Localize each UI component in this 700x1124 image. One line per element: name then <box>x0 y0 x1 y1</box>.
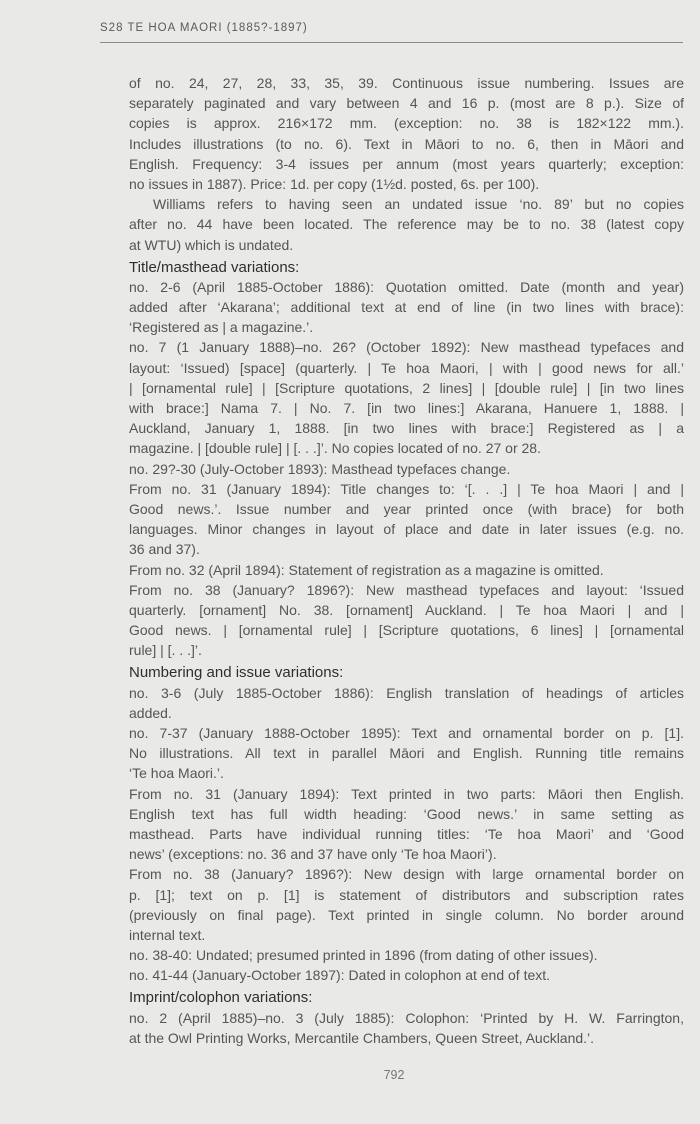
text-line: quarterly. [ornament] No. 38. [ornament] Auckland. | Te hoa Maori | and | <box>129 601 684 618</box>
paragraph <box>129 560 684 580</box>
paragraph <box>129 784 684 865</box>
text-line: no issues in 1887). Price: 1d. per copy (1½d. posted, 6s. per 100). <box>129 175 540 192</box>
paragraph <box>129 459 684 479</box>
text-line: Good news. | [ornamental rule] | [Scripture quotations, 6 lines] | [ornamental <box>129 622 684 639</box>
paragraph <box>129 723 684 784</box>
paragraph <box>129 683 684 723</box>
text-line: No illustrations. All text in parallel Māori and English. Running title remains <box>129 745 684 762</box>
text-line: at the Owl Printing Works, Mercantile Chambers, Queen Street, Auckland.’. <box>129 1029 595 1046</box>
text-line: added after ‘Akarana’; additional text at end of line (in two lines with brace): <box>129 299 684 316</box>
paragraph <box>129 1008 684 1048</box>
text-line: no. 38-40: Undated; presumed printed in 1896 (from dating of other issues). <box>129 947 598 964</box>
text-line: Includes illustrations (to no. 6). Text in Māori to no. 6, then in Māori and <box>129 135 684 152</box>
text-line: ‘Te hoa Maori.’. <box>129 765 224 782</box>
text-line: | [ornamental rule] | [Scripture quotations, 2 lines] | [double rule] | [in two lines <box>129 379 684 396</box>
page-number: 792 <box>383 1068 405 1082</box>
text-line: English. Frequency: 3-4 issues per annum (most years quarterly; exception: <box>129 155 684 172</box>
text-line: no. 41-44 (January-October 1897): Dated in colophon at end of text. <box>129 967 551 984</box>
text-line: languages. Minor changes in layout of place and date in later issues (e.g. no. <box>129 521 684 538</box>
text-line: added. <box>129 704 172 721</box>
text-line: English text has full width heading: ‘Good news.’ in same setting as <box>129 805 684 822</box>
paragraph <box>129 864 684 945</box>
text-line: layout: ‘Issued) [space] (quarterly. | Te hoa Maori, | with | good news for all.’ <box>129 359 684 376</box>
text-line: news’ (exceptions: no. 36 and 37 have only ‘Te hoa Maori’). <box>129 846 497 863</box>
paragraph <box>129 580 684 661</box>
running-head-text: S28 TE HOA MAORI (1885?-1897) <box>100 22 308 34</box>
text-line: From no. 38 (January? 1896?): New masthead typefaces and layout: ‘Issued <box>129 581 684 598</box>
paragraph <box>129 73 684 194</box>
text-line: From no. 31 (January 1894): Title changes to: ‘[. . .] | Te hoa Maori | and | <box>129 480 684 497</box>
text-line: copies is approx. 216×172 mm. (exception: no. 38 is 182×122 mm.). <box>129 115 684 132</box>
text-line: no. 7-37 (January 1888-October 1895): Text and ornamental border on p. [1]. <box>129 725 684 741</box>
running-head <box>100 20 683 43</box>
paragraph <box>129 337 684 458</box>
document-body <box>129 73 684 1048</box>
text-line: magazine. | [double rule] | [. . .]’. No copies located of no. 27 or 28. <box>129 440 541 457</box>
section-heading: Title/masthead variations: <box>129 258 300 276</box>
paragraph <box>129 965 684 985</box>
section-heading: Imprint/colophon variations: <box>129 989 313 1007</box>
section-heading: Numbering and issue variations: <box>129 664 344 682</box>
text-line: ‘Registered as | a magazine.’. <box>129 319 314 336</box>
paragraph <box>129 194 684 255</box>
text-line: at WTU) which is undated. <box>129 236 294 253</box>
text-line: From no. 32 (April 1894): Statement of registration as a magazine is omitted. <box>129 561 604 578</box>
text-line: (previously on final page). Text printed in single column. No border around <box>129 906 684 923</box>
paragraph <box>129 479 684 560</box>
text-line: no. 2 (April 1885)–no. 3 (July 1885): Colophon: ‘Printed by H. W. Farrington, <box>129 1009 684 1026</box>
text-line: no. 29?-30 (July-October 1893): Masthead typefaces change. <box>129 460 511 477</box>
text-line: Williams refers to having seen an undated issue ‘no. 89’ but no copies <box>153 196 684 213</box>
text-line: no. 3-6 (July 1885-October 1886): English translation of headings of articles <box>129 684 684 701</box>
text-line: of no. 24, 27, 28, 33, 35, 39. Continuous issue numbering. Issues are <box>129 75 684 91</box>
text-line: with brace:] Nama 7. | No. 7. [in two lines:] Akarana, Hanuere 1, 1888. | <box>129 400 684 416</box>
paragraph <box>129 277 684 338</box>
text-line: internal text. <box>129 926 206 943</box>
text-line: after no. 44 have been located. The reference may be to no. 38 (latest copy <box>129 216 684 233</box>
text-line: masthead. Parts have individual running titles: ‘Te hoa Maori’ and ‘Good <box>129 825 684 842</box>
text-line: Auckland, January 1, 1888. [in two lines with brace:] Registered as | a <box>129 420 684 437</box>
text-line: From no. 38 (January? 1896?): New design with large ornamental border on <box>129 866 684 883</box>
text-line: 36 and 37). <box>129 541 200 558</box>
text-line: separately paginated and vary between 4 and 16 p. (most are 8 p.). Size of <box>129 95 684 112</box>
paragraph <box>129 945 684 965</box>
text-line: rule] | [. . .]’. <box>129 642 202 659</box>
text-line: Good news.’. Issue number and year printed once (with brace) for both <box>129 500 684 517</box>
text-line: p. [1]; text on p. [1] is statement of distributors and subscription rates <box>129 886 684 903</box>
text-line: no. 7 (1 January 1888)–no. 26? (October 1892): New masthead typefaces and <box>129 339 684 356</box>
text-line: no. 2-6 (April 1885-October 1886): Quotation omitted. Date (month and year) <box>129 278 684 295</box>
text-line: From no. 31 (January 1894): Text printed in two parts: Māori then English. <box>129 785 684 802</box>
